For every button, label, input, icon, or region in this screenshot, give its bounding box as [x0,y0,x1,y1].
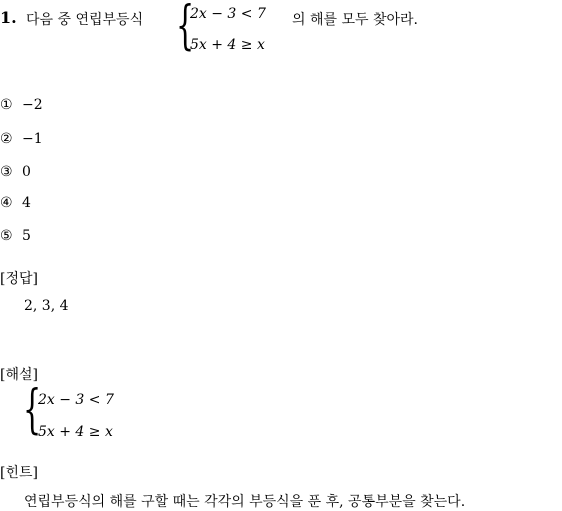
answer-label: [정답] [0,271,38,287]
choice-5-mark: ⑤ [0,228,13,244]
explanation-inequality-2: 5x + 4 ≥ x [38,424,113,440]
explanation-brace: { [23,380,42,440]
explanation-label: [해설] [0,367,38,383]
answer-text: 2, 3, 4 [24,298,69,314]
question-inequality-1: 2x − 3 < 7 [190,6,266,22]
choice-3-mark: ③ [0,164,13,180]
choice-5-value: 5 [22,228,31,244]
choice-3-value: 0 [22,164,31,180]
question-number: 1. [0,8,17,27]
choice-5[interactable] [0,228,31,244]
explanation-inequality-1: 2x − 3 < 7 [38,392,114,408]
system-brace: { [176,0,195,56]
choice-4[interactable] [0,195,31,211]
choice-1-mark: ① [0,97,13,113]
question-inequality-2: 5x + 4 ≥ x [190,37,265,53]
question-prompt: 다음 중 연립부등식 [26,12,144,28]
choice-1[interactable] [0,97,43,113]
choice-4-value: 4 [22,195,31,211]
hint-text: 연립부등식의 해를 구할 때는 각각의 부등식을 푼 후, 공통부분을 찾는다. [24,494,466,510]
choice-4-mark: ④ [0,195,13,211]
choice-3[interactable] [0,164,31,180]
question-suffix: 의 해를 모두 찾아라. [292,12,418,28]
choice-2-mark: ② [0,131,13,147]
choice-2-value: −1 [22,131,43,147]
hint-label: [힌트] [0,465,38,481]
choice-1-value: −2 [22,97,43,113]
choice-2[interactable] [0,131,43,147]
